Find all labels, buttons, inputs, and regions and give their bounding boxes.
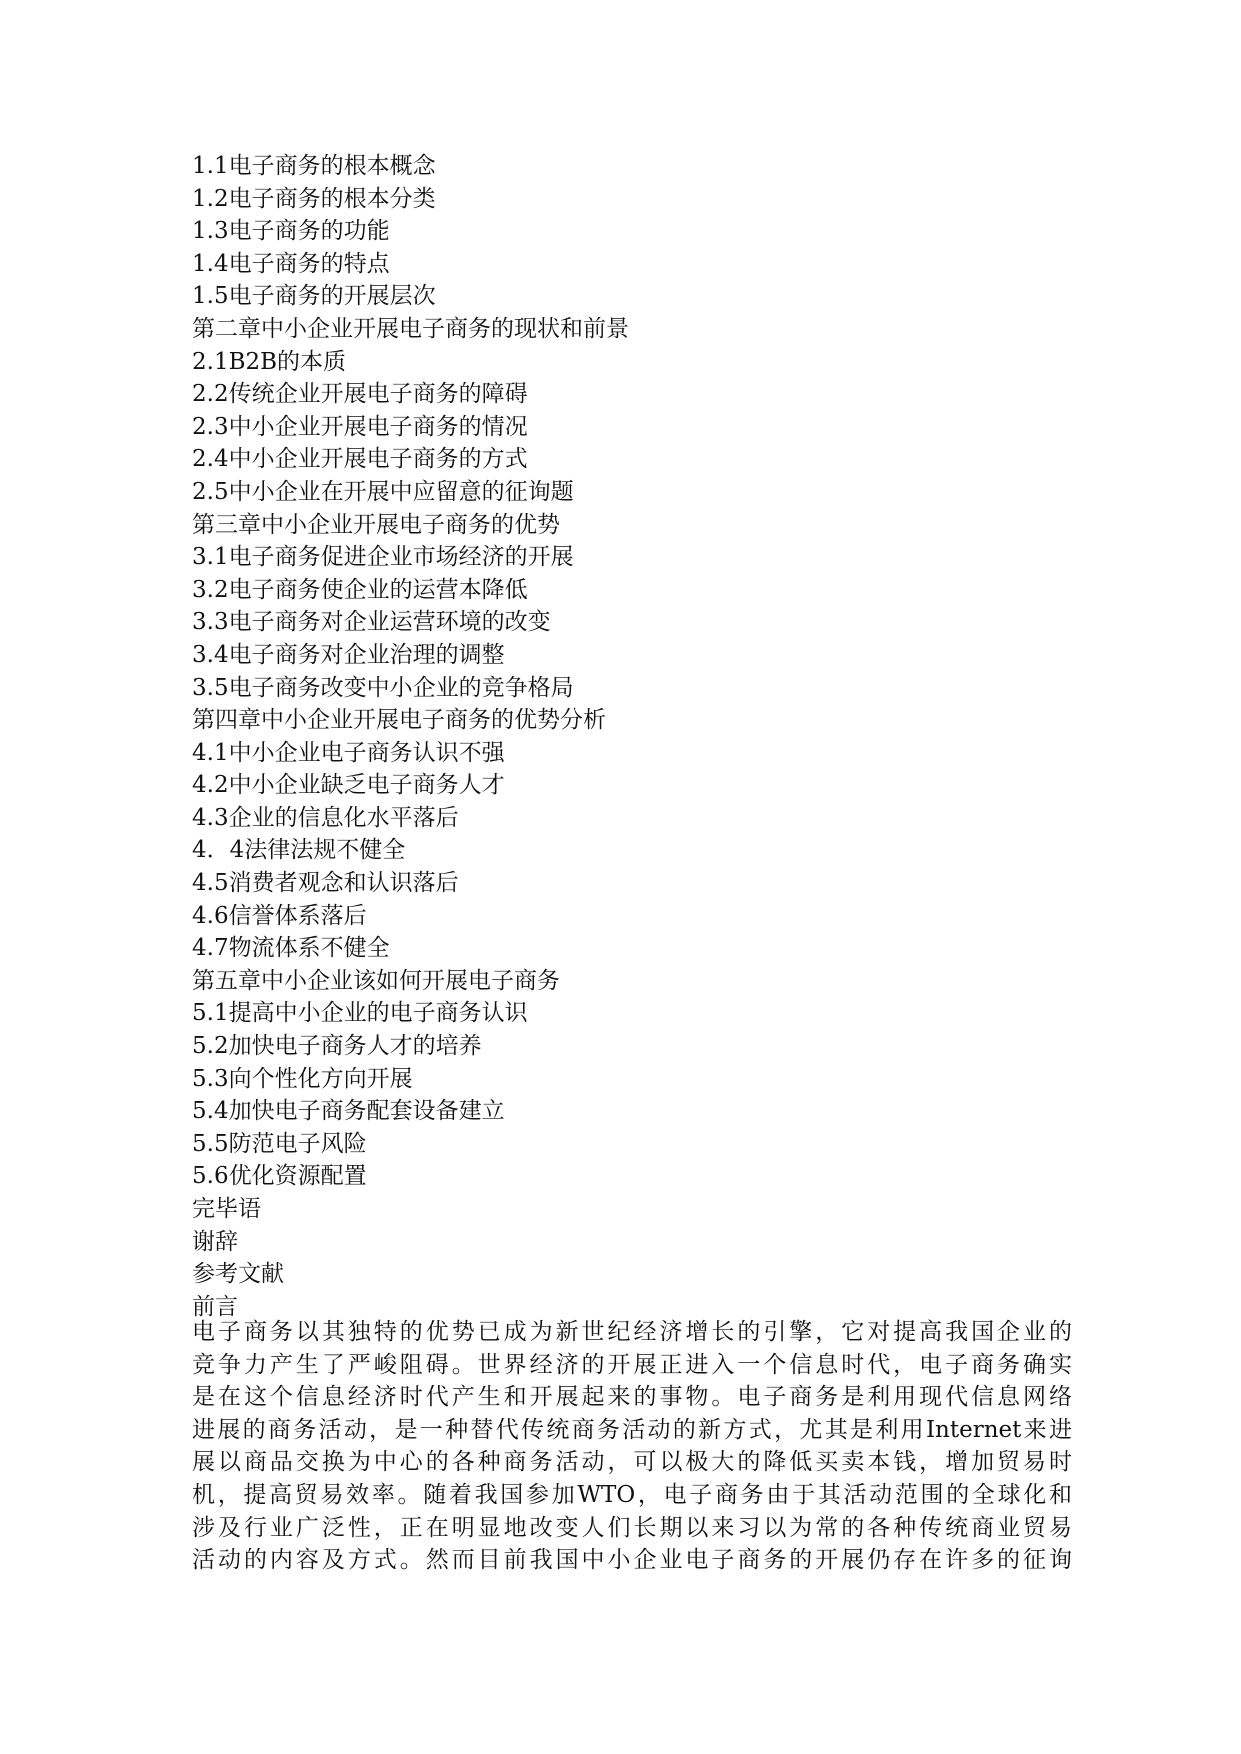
- toc-chapter-heading: 第五章中小企业该如何开展电子商务: [192, 967, 560, 994]
- toc-entry: 4.1中小企业电子商务认识不强: [192, 739, 505, 766]
- preface-heading: 前言: [192, 1293, 238, 1320]
- paragraph-line: 机，提高贸易效率。随着我国参加WTO，电子商务由于其活动范围的全球化和: [192, 1481, 1072, 1508]
- toc-entry: 1.3电子商务的功能: [192, 218, 390, 245]
- toc-entry: 1.5电子商务的开展层次: [192, 283, 436, 310]
- toc-chapter-heading: 第三章中小企业开展电子商务的优势: [192, 511, 560, 538]
- toc-entry: 1.1电子商务的根本概念: [192, 153, 436, 179]
- toc-entry: 1.2电子商务的根本分类: [192, 185, 436, 212]
- toc-entry: 2.3中小企业开展电子商务的情况: [192, 413, 528, 440]
- paragraph-line: 活动的内容及方式。然而目前我国中小企业电子商务的开展仍存在许多的征询: [192, 1547, 1072, 1574]
- paragraph-line: 竞争力产生了严峻阻碍。世界经济的开展正进入一个信息时代，电子商务确实: [192, 1351, 1072, 1378]
- toc-entry: 2.5中小企业在开展中应留意的征询题: [192, 478, 574, 505]
- toc-entry: 3.3电子商务对企业运营环境的改变: [192, 609, 551, 636]
- toc-entry: 参考文献: [192, 1261, 284, 1288]
- toc-chapter-heading: 第二章中小企业开展电子商务的现状和前景: [192, 315, 629, 342]
- paragraph-line: 电子商务以其独特的优势已成为新世纪经济增长的引擎，它对提高我国企业的: [192, 1319, 1072, 1345]
- toc-entry: 1.4电子商务的特点: [192, 250, 390, 277]
- toc-entry: 2.2传统企业开展电子商务的障碍: [192, 381, 528, 408]
- paragraph-line: 进展的商务活动，是一种替代传统商务活动的新方式，尤其是利用Internet来进: [192, 1416, 1072, 1443]
- toc-entry: 3.1电子商务促进企业市场经济的开展: [192, 544, 574, 571]
- toc-entry: 3.4电子商务对企业治理的调整: [192, 641, 505, 668]
- table-of-contents: [192, 150, 1072, 1323]
- toc-entry: 完毕语: [192, 1196, 261, 1222]
- toc-entry: 4．4法律法规不健全: [192, 837, 406, 864]
- paragraph-line: 涉及行业广泛性，正在明显地改变人们长期以来习以为常的各种传统商业贸易: [192, 1514, 1072, 1541]
- toc-entry: 4.2中小企业缺乏电子商务人才: [192, 772, 505, 799]
- toc-entry: 2.1B2B的本质: [192, 348, 347, 375]
- toc-chapter-heading: 第四章中小企业开展电子商务的优势分析: [192, 707, 606, 734]
- paragraph-line: 展以商品交换为中心的各种商务活动，可以极大的降低买卖本钱，增加贸易时: [192, 1449, 1072, 1476]
- toc-entry: 3.5电子商务改变中小企业的竞争格局: [192, 674, 574, 701]
- toc-entry: 5.2加快电子商务人才的培养: [192, 1033, 482, 1060]
- toc-entry: 3.2电子商务使企业的运营本降低: [192, 576, 528, 603]
- toc-entry: 4.7物流体系不健全: [192, 935, 390, 962]
- toc-entry: 谢辞: [192, 1228, 238, 1255]
- toc-entry: 4.5消费者观念和认识落后: [192, 870, 459, 897]
- toc-entry: 5.1提高中小企业的电子商务认识: [192, 1000, 528, 1027]
- toc-entry: 4.6信誉体系落后: [192, 902, 367, 929]
- toc-entry: 5.4加快电子商务配套设备建立: [192, 1098, 505, 1125]
- paragraph-line: 是在这个信息经济时代产生和开展起来的事物。电子商务是利用现代信息网络: [192, 1384, 1072, 1411]
- toc-entry: 5.3向个性化方向开展: [192, 1065, 413, 1092]
- toc-entry: 5.6优化资源配置: [192, 1163, 367, 1190]
- toc-entry: 5.5防范电子风险: [192, 1130, 367, 1157]
- toc-entry: 2.4中小企业开展电子商务的方式: [192, 446, 528, 473]
- toc-entry: 4.3企业的信息化水平落后: [192, 804, 459, 831]
- preface-paragraph: [192, 1316, 1072, 1577]
